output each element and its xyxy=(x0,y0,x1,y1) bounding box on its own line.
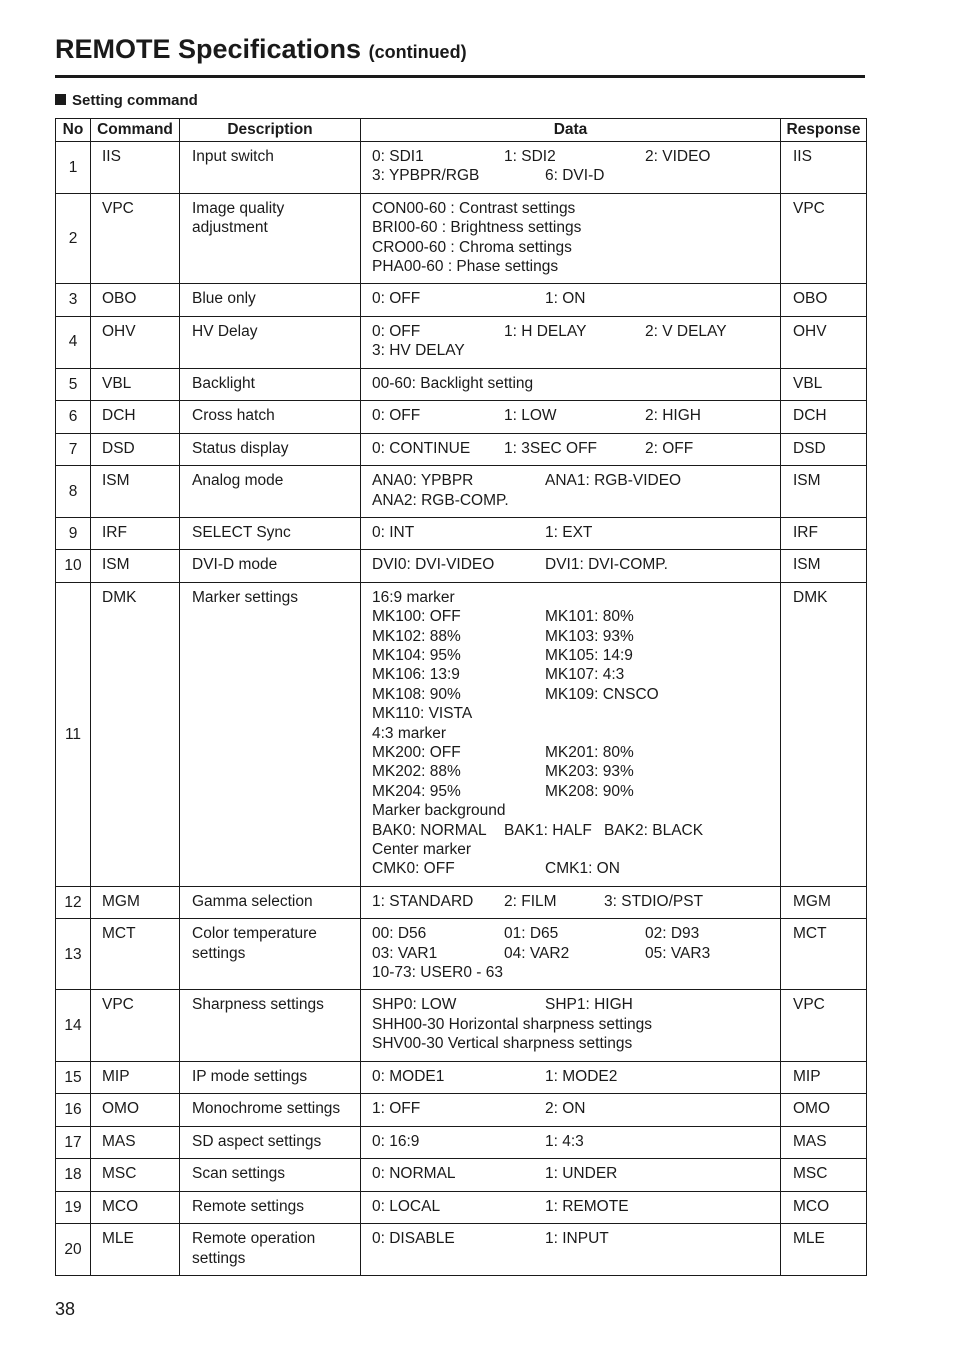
description-line: adjustment xyxy=(192,219,268,237)
data-option: 0: CONTINUE xyxy=(372,439,471,457)
response-cell: MAS xyxy=(781,1126,867,1159)
row-number: 20 xyxy=(56,1224,91,1276)
description-cell xyxy=(180,990,361,1061)
description-line: Remote settings xyxy=(192,1197,304,1215)
data-option: MK203: 93% xyxy=(545,763,634,781)
description-line: DVI-D mode xyxy=(192,556,278,574)
table-row xyxy=(56,990,867,1061)
data-option: 00: D56 xyxy=(372,925,427,943)
data-option: 05: VAR3 xyxy=(645,944,711,962)
data-text: SHV00-30 Vertical sharpness settings xyxy=(372,1035,633,1053)
data-option: 01: D65 xyxy=(504,925,559,943)
data-line xyxy=(372,166,780,185)
data-line xyxy=(372,588,780,607)
data-line xyxy=(372,1132,780,1151)
data-line xyxy=(372,1197,780,1216)
data-line xyxy=(372,762,780,781)
description-line: Backlight xyxy=(192,374,255,392)
response-cell: MCT xyxy=(781,919,867,990)
description-line: Remote operation xyxy=(192,1230,316,1248)
data-line xyxy=(372,892,780,911)
row-number: 10 xyxy=(56,550,91,583)
table-row xyxy=(56,582,867,886)
description-line: settings xyxy=(192,944,246,962)
command-cell: MAS xyxy=(91,1126,180,1159)
data-line xyxy=(372,665,780,684)
table-header-row xyxy=(56,119,867,142)
command-cell: MSC xyxy=(91,1159,180,1192)
data-text: Center marker xyxy=(372,840,472,858)
row-number: 9 xyxy=(56,517,91,550)
row-number: 11 xyxy=(56,582,91,886)
table-row xyxy=(56,368,867,401)
title-rule xyxy=(55,75,865,78)
data-cell xyxy=(361,142,781,194)
data-option: 1: MODE2 xyxy=(545,1067,618,1085)
table-body xyxy=(56,142,867,1276)
table-row xyxy=(56,550,867,583)
data-cell xyxy=(361,1061,781,1094)
data-option: DVI1: DVI-COMP. xyxy=(545,556,668,574)
title-text: REMOTE Specifications xyxy=(55,34,362,64)
row-number: 2 xyxy=(56,193,91,284)
data-line xyxy=(372,218,780,237)
description-cell xyxy=(180,1061,361,1094)
data-option: 0: OFF xyxy=(372,322,421,340)
data-option: 1: 4:3 xyxy=(545,1132,584,1150)
data-option: MK204: 95% xyxy=(372,782,461,800)
data-text: SHH00-30 Horizontal sharpness settings xyxy=(372,1015,652,1033)
data-line xyxy=(372,341,780,360)
description-line: Status display xyxy=(192,439,289,457)
data-option: 0: MODE1 xyxy=(372,1067,445,1085)
data-text: ANA2: RGB-COMP. xyxy=(372,491,509,509)
data-option: 0: 16:9 xyxy=(372,1132,420,1150)
command-cell: OMO xyxy=(91,1094,180,1127)
response-cell: VBL xyxy=(781,368,867,401)
data-line xyxy=(372,1229,780,1248)
description-cell xyxy=(180,142,361,194)
description-cell xyxy=(180,1126,361,1159)
data-line xyxy=(372,995,780,1014)
response-cell: OMO xyxy=(781,1094,867,1127)
section-label: Setting command xyxy=(72,92,198,109)
command-cell: IIS xyxy=(91,142,180,194)
data-text: CRO00-60 : Chroma settings xyxy=(372,238,572,256)
table-row xyxy=(56,1224,867,1276)
data-line xyxy=(372,627,780,646)
description-cell xyxy=(180,284,361,317)
data-line xyxy=(372,406,780,425)
data-option: SHP0: LOW xyxy=(372,996,457,1014)
data-option: 2: V DELAY xyxy=(645,322,727,340)
data-line xyxy=(372,322,780,341)
data-option: 1: UNDER xyxy=(545,1165,618,1183)
data-option: ANA0: YPBPR xyxy=(372,472,474,490)
data-option: 1: STANDARD xyxy=(372,892,474,910)
response-cell: MSC xyxy=(781,1159,867,1192)
data-option: MK102: 88% xyxy=(372,627,461,645)
row-number: 7 xyxy=(56,433,91,466)
data-line xyxy=(372,944,780,963)
data-cell xyxy=(361,466,781,518)
data-line xyxy=(372,439,780,458)
response-cell: DCH xyxy=(781,401,867,434)
table-row xyxy=(56,1094,867,1127)
data-option: CMK0: OFF xyxy=(372,860,455,878)
description-line: SELECT Sync xyxy=(192,523,291,541)
data-option: 1: 3SEC OFF xyxy=(504,439,598,457)
data-line xyxy=(372,782,780,801)
data-option: 3: STDIO/PST xyxy=(604,892,704,910)
row-number: 16 xyxy=(56,1094,91,1127)
row-number: 14 xyxy=(56,990,91,1061)
command-cell: VPC xyxy=(91,990,180,1061)
data-line xyxy=(372,471,780,490)
data-option: 6: DVI-D xyxy=(545,167,605,185)
column-header-no: No xyxy=(56,119,91,142)
response-cell: VPC xyxy=(781,990,867,1061)
command-cell: MCO xyxy=(91,1191,180,1224)
data-line xyxy=(372,491,780,510)
response-cell: IIS xyxy=(781,142,867,194)
data-line xyxy=(372,1099,780,1118)
data-cell xyxy=(361,1224,781,1276)
data-cell xyxy=(361,990,781,1061)
data-line xyxy=(372,685,780,704)
command-cell: VBL xyxy=(91,368,180,401)
data-option: MK105: 14:9 xyxy=(545,647,633,665)
data-option: MK107: 4:3 xyxy=(545,666,625,684)
data-line xyxy=(372,374,780,393)
command-cell: DMK xyxy=(91,582,180,886)
description-cell xyxy=(180,1224,361,1276)
description-line: settings xyxy=(192,1249,246,1267)
data-option: MK109: CNSCO xyxy=(545,685,659,703)
table-row xyxy=(56,284,867,317)
data-option: MK106: 13:9 xyxy=(372,666,460,684)
data-option: MK202: 88% xyxy=(372,763,461,781)
description-line: Monochrome settings xyxy=(192,1100,341,1118)
data-cell xyxy=(361,1191,781,1224)
data-line xyxy=(372,199,780,218)
row-number: 8 xyxy=(56,466,91,518)
data-option: MK100: OFF xyxy=(372,608,461,626)
data-option: 1: SDI2 xyxy=(504,148,556,165)
row-number: 5 xyxy=(56,368,91,401)
data-option: 1: LOW xyxy=(504,407,557,425)
data-option: 04: VAR2 xyxy=(504,944,570,962)
row-number: 17 xyxy=(56,1126,91,1159)
data-text: 00-60: Backlight setting xyxy=(372,374,534,392)
table-row xyxy=(56,919,867,990)
description-cell xyxy=(180,582,361,886)
data-option: MK200: OFF xyxy=(372,744,461,762)
description-cell xyxy=(180,1159,361,1192)
data-option: 0: DISABLE xyxy=(372,1230,455,1248)
data-option: 2: OFF xyxy=(645,439,694,457)
data-option: SHP1: HIGH xyxy=(545,996,633,1014)
description-cell xyxy=(180,316,361,368)
description-line: Image quality xyxy=(192,199,285,217)
description-cell xyxy=(180,193,361,284)
data-option: 2: VIDEO xyxy=(645,148,711,165)
data-line xyxy=(372,801,780,820)
data-cell xyxy=(361,1126,781,1159)
row-number: 15 xyxy=(56,1061,91,1094)
description-cell xyxy=(180,466,361,518)
row-number: 4 xyxy=(56,316,91,368)
data-line xyxy=(372,555,780,574)
description-line: IP mode settings xyxy=(192,1067,308,1085)
data-line xyxy=(372,1015,780,1034)
description-cell xyxy=(180,368,361,401)
response-cell: MCO xyxy=(781,1191,867,1224)
data-cell xyxy=(361,886,781,919)
data-cell xyxy=(361,1094,781,1127)
data-text: 4:3 marker xyxy=(372,724,447,742)
description-line: Cross hatch xyxy=(192,407,275,425)
response-cell: OBO xyxy=(781,284,867,317)
response-cell: DSD xyxy=(781,433,867,466)
data-line xyxy=(372,1067,780,1086)
row-number: 6 xyxy=(56,401,91,434)
data-cell xyxy=(361,517,781,550)
table-row xyxy=(56,193,867,284)
data-option: DVI0: DVI-VIDEO xyxy=(372,556,495,574)
data-text: MK110: VISTA xyxy=(372,705,473,723)
data-cell xyxy=(361,193,781,284)
description-line: Scan settings xyxy=(192,1165,286,1183)
description-cell xyxy=(180,1094,361,1127)
data-line xyxy=(372,704,780,723)
data-line xyxy=(372,257,780,276)
command-cell: ISM xyxy=(91,466,180,518)
column-header-command: Command xyxy=(91,119,180,142)
response-cell: VPC xyxy=(781,193,867,284)
description-line: Color temperature xyxy=(192,925,317,943)
data-option: MK103: 93% xyxy=(545,627,634,645)
response-cell: MIP xyxy=(781,1061,867,1094)
data-text: 10-73: USER0 - 63 xyxy=(372,964,503,982)
description-cell xyxy=(180,919,361,990)
data-line xyxy=(372,147,780,166)
row-number: 3 xyxy=(56,284,91,317)
data-cell xyxy=(361,401,781,434)
description-line: Marker settings xyxy=(192,588,298,606)
data-option: MK201: 80% xyxy=(545,744,634,762)
data-line xyxy=(372,1034,780,1053)
description-cell xyxy=(180,433,361,466)
data-option: 1: REMOTE xyxy=(545,1197,629,1215)
data-line xyxy=(372,821,780,840)
data-option: 0: LOCAL xyxy=(372,1197,441,1215)
data-option: 1: H DELAY xyxy=(504,322,587,340)
data-text: BRI00-60 : Brightness settings xyxy=(372,219,582,237)
column-header-data: Data xyxy=(361,119,781,142)
description-cell xyxy=(180,886,361,919)
data-cell xyxy=(361,1159,781,1192)
data-option: 03: VAR1 xyxy=(372,944,438,962)
command-cell: DCH xyxy=(91,401,180,434)
data-line xyxy=(372,238,780,257)
data-cell xyxy=(361,433,781,466)
table-row xyxy=(56,142,867,194)
data-option: 0: SDI1 xyxy=(372,148,424,165)
setting-command-table xyxy=(55,118,867,1276)
data-line xyxy=(372,523,780,542)
data-line xyxy=(372,743,780,762)
description-cell xyxy=(180,401,361,434)
data-option: MK104: 95% xyxy=(372,647,461,665)
row-number: 19 xyxy=(56,1191,91,1224)
description-line: SD aspect settings xyxy=(192,1132,322,1150)
data-option: 02: D93 xyxy=(645,925,700,943)
row-number: 1 xyxy=(56,142,91,194)
column-header-response: Response xyxy=(781,119,867,142)
data-cell xyxy=(361,582,781,886)
data-option: 0: INT xyxy=(372,523,415,541)
data-option: 2: HIGH xyxy=(645,407,701,425)
data-line xyxy=(372,607,780,626)
page-number: 38 xyxy=(55,1299,76,1319)
data-option: 0: OFF xyxy=(372,290,421,308)
data-option: ANA1: RGB-VIDEO xyxy=(545,472,682,490)
square-bullet-icon xyxy=(55,94,66,105)
data-option: BAK0: NORMAL xyxy=(372,821,487,839)
response-cell: IRF xyxy=(781,517,867,550)
data-option: MK208: 90% xyxy=(545,782,634,800)
data-option: 1: EXT xyxy=(545,523,593,541)
data-text: Marker background xyxy=(372,802,506,820)
data-cell xyxy=(361,284,781,317)
data-option: 3: YPBPR/RGB xyxy=(372,167,480,185)
table-row xyxy=(56,1126,867,1159)
description-cell xyxy=(180,550,361,583)
data-line xyxy=(372,963,780,982)
table-row xyxy=(56,401,867,434)
data-line xyxy=(372,724,780,743)
table-row xyxy=(56,1061,867,1094)
table-row xyxy=(56,517,867,550)
row-number: 18 xyxy=(56,1159,91,1192)
data-option: 0: NORMAL xyxy=(372,1165,456,1183)
response-cell: DMK xyxy=(781,582,867,886)
data-cell xyxy=(361,316,781,368)
table-row xyxy=(56,466,867,518)
command-cell: MLE xyxy=(91,1224,180,1276)
description-line: HV Delay xyxy=(192,322,258,340)
response-cell: MGM xyxy=(781,886,867,919)
command-cell: DSD xyxy=(91,433,180,466)
description-cell xyxy=(180,1191,361,1224)
data-option: BAK1: HALF xyxy=(504,821,592,839)
command-cell: VPC xyxy=(91,193,180,284)
command-cell: OBO xyxy=(91,284,180,317)
table-row xyxy=(56,886,867,919)
table-row xyxy=(56,1159,867,1192)
command-cell: ISM xyxy=(91,550,180,583)
description-line: Sharpness settings xyxy=(192,996,324,1014)
table-row xyxy=(56,1191,867,1224)
table-row xyxy=(56,433,867,466)
data-option: 0: OFF xyxy=(372,407,421,425)
data-option: BAK2: BLACK xyxy=(604,821,704,839)
data-text: 16:9 marker xyxy=(372,588,455,606)
data-option: 2: ON xyxy=(545,1100,586,1118)
description-line: Blue only xyxy=(192,290,256,308)
data-cell xyxy=(361,368,781,401)
command-cell: MIP xyxy=(91,1061,180,1094)
page-title xyxy=(55,30,467,71)
response-cell: ISM xyxy=(781,550,867,583)
data-line xyxy=(372,289,780,308)
command-cell: IRF xyxy=(91,517,180,550)
data-cell xyxy=(361,550,781,583)
data-text: 3: HV DELAY xyxy=(372,342,465,360)
row-number: 13 xyxy=(56,919,91,990)
data-text: CON00-60 : Contrast settings xyxy=(372,199,576,217)
command-cell: MGM xyxy=(91,886,180,919)
data-option: 1: OFF xyxy=(372,1100,421,1118)
response-cell: OHV xyxy=(781,316,867,368)
command-cell: MCT xyxy=(91,919,180,990)
data-line xyxy=(372,859,780,878)
data-option: 2: FILM xyxy=(504,892,557,910)
data-line xyxy=(372,646,780,665)
data-line xyxy=(372,1164,780,1183)
row-number: 12 xyxy=(56,886,91,919)
data-option: CMK1: ON xyxy=(545,860,620,878)
data-option: 1: INPUT xyxy=(545,1230,609,1248)
data-option: MK108: 90% xyxy=(372,685,461,703)
response-cell: MLE xyxy=(781,1224,867,1276)
column-header-description: Description xyxy=(180,119,361,142)
title-continued: (continued) xyxy=(368,42,467,62)
data-option: MK101: 80% xyxy=(545,608,634,626)
data-option: 1: ON xyxy=(545,290,586,308)
response-cell: ISM xyxy=(781,466,867,518)
data-text: PHA00-60 : Phase settings xyxy=(372,257,559,275)
description-line: Input switch xyxy=(192,148,274,165)
description-line: Gamma selection xyxy=(192,892,313,910)
command-cell: OHV xyxy=(91,316,180,368)
data-line xyxy=(372,924,780,943)
table-row xyxy=(56,316,867,368)
data-cell xyxy=(361,919,781,990)
description-cell xyxy=(180,517,361,550)
data-line xyxy=(372,840,780,859)
description-line: Analog mode xyxy=(192,472,284,490)
section-heading xyxy=(55,91,198,111)
